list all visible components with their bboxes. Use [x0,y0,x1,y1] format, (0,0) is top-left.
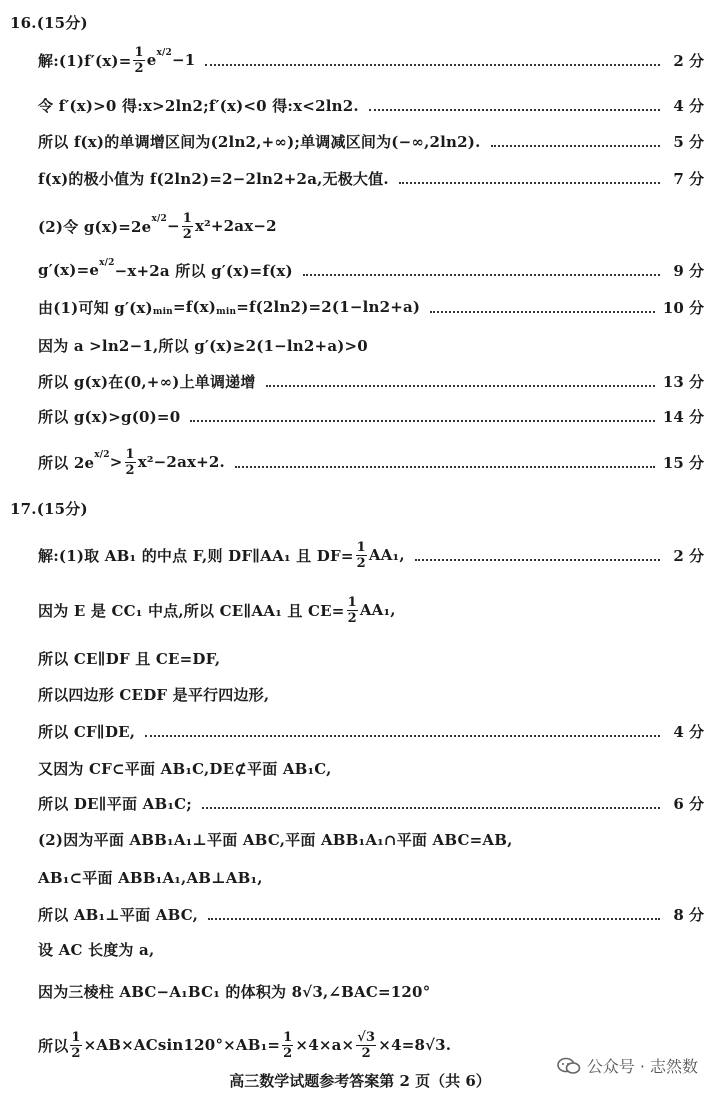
q16-line-2 [0,85,720,125]
line-text: 又因为 CF⊂平面 AB₁C,DE⊄平面 AB₁C, [38,759,332,778]
line-content [38,442,225,482]
q17-line-4 [0,674,720,714]
line-text: AB₁⊂平面 ABB₁A₁,AB⊥AB₁, [38,868,263,887]
line-content [38,325,368,365]
dotted-leader [208,918,660,920]
line-text: 所以 f(x)的单调增区间为(2ln2,+∞);单调减区间为(−∞,2ln2). [38,132,481,151]
score: 13 分 [662,372,704,391]
numerator: 1 [125,446,135,462]
q16-line-9 [0,361,720,401]
denominator: 2 [283,1045,293,1061]
score: 2 分 [673,546,704,565]
numerator: 1 [347,594,357,610]
q16-line-8 [0,325,720,365]
q17-line-10 [0,894,720,934]
denominator: 2 [347,610,357,626]
line-text: 所以 g(x)在(0,+∞)上单调递增 [38,372,256,391]
superscript: x/2 [151,214,167,224]
line-text: e [146,51,157,69]
score: 6 分 [673,794,704,813]
q17-heading: 17.(15分) [10,499,88,518]
q16-heading: 16.(15分) [10,13,88,32]
dotted-leader [491,145,660,147]
superscript: x/2 [99,258,115,268]
line-text: 所以 [38,1036,69,1055]
fraction [347,596,358,625]
denominator: 2 [125,462,135,478]
score: 2 分 [673,51,704,70]
q16-line-1 [0,40,720,80]
line-text: 令 f′(x)>0 得:x>2ln2;f′(x)<0 得:x<2ln2. [38,96,359,115]
line-content [38,1025,451,1065]
numerator: 1 [182,210,192,226]
line-content [38,121,481,161]
line-text: 所以四边形 CEDF 是平行四边形, [38,685,270,704]
dotted-leader [205,64,660,66]
q16-line-10 [0,396,720,436]
fraction [70,1031,81,1060]
subscript: min [216,307,237,317]
score: 14 分 [662,407,704,426]
q16-line-7 [0,287,720,327]
fraction [125,448,136,477]
fraction [356,541,367,570]
q16-line-4 [0,158,720,198]
line-content [38,783,192,823]
line-text: − [166,217,180,235]
line-text: ×AB×ACsin120°×AB₁= [83,1036,281,1054]
score: 15 分 [662,453,704,472]
line-text: −x+2a 所以 g′(x)=f(x) [114,261,293,280]
line-text: f(x)的极小值为 f(2ln2)=2−2ln2+2a,无极大值. [38,169,389,188]
line-text: 因为三棱柱 ABC−A₁BC₁ 的体积为 8√3,∠BAC=120° [38,982,431,1001]
line-content [38,857,263,897]
numerator: 1 [71,1029,81,1045]
line-text: ×4×a× [295,1036,355,1054]
dotted-leader [415,559,660,561]
line-text: 因为 E 是 CC₁ 中点,所以 CE∥AA₁ 且 CE= [38,601,345,620]
line-content [38,819,513,859]
fraction [356,1031,376,1060]
line-content [38,638,220,678]
dotted-leader [303,274,660,276]
fraction [282,1031,293,1060]
numerator: 1 [283,1029,293,1045]
line-content [38,711,135,751]
score: 9 分 [673,261,704,280]
numerator: √3 [357,1029,376,1045]
dotted-leader [235,466,655,468]
line-text: =f(x) [172,298,217,316]
q17-line-5 [0,711,720,751]
superscript: x/2 [156,48,172,58]
line-text: AA₁, [359,601,396,619]
line-text: =f(2ln2)=2(1−ln2+a) [236,298,421,316]
line-content [38,250,293,290]
watermark-text: 公众号 · 志然数 [586,1057,698,1076]
q17-heading-row [0,488,720,528]
line-content [38,85,359,125]
q16-heading-row [0,2,720,42]
line-text: x²−2ax+2. [137,453,225,471]
denominator: 2 [361,1045,371,1061]
line-content [38,361,256,401]
score: 5 分 [673,132,704,151]
score: 10 分 [662,298,704,317]
dotted-leader [190,420,655,422]
q17-line-11 [0,929,720,969]
numerator: 1 [356,539,366,555]
line-content [38,748,332,788]
line-content [38,674,269,714]
q17-line-12 [0,971,720,1011]
denominator: 2 [71,1045,81,1061]
line-content [38,590,396,630]
score: 4 分 [673,722,704,741]
line-text: (2)令 g(x)=2e [38,217,152,236]
denominator: 2 [356,555,366,571]
q17-line-8 [0,819,720,859]
line-text: 所以 g(x)>g(0)=0 [38,407,181,426]
line-text: (2)因为平面 ABB₁A₁⊥平面 ABC,平面 ABB₁A₁∩平面 ABC=AB, [38,830,513,849]
dotted-leader [399,182,660,184]
line-content [38,206,277,246]
q17-line-1 [0,535,720,575]
superscript: x/2 [94,450,110,460]
fraction [133,46,144,75]
fraction [182,212,193,241]
q17-line-9 [0,857,720,897]
q17-line-3 [0,638,720,678]
denominator: 2 [182,226,192,242]
numerator: 1 [134,44,144,60]
line-text: > [109,453,123,471]
dotted-leader [202,807,660,809]
line-content [38,894,198,934]
q17-line-6 [0,748,720,788]
line-text: 所以 DE∥平面 AB₁C; [38,794,192,813]
q17-line-7 [0,783,720,823]
subscript: min [152,307,173,317]
q17-line-2 [0,590,720,630]
dotted-leader [266,385,655,387]
line-text: g′(x)=e [38,261,100,279]
line-text: 设 AC 长度为 a, [38,940,155,959]
line-text: 解:(1)取 AB₁ 的中点 F,则 DF∥AA₁ 且 DF= [38,546,354,565]
page-footer: 高三数学试题参考答案第 2 页（共 6） [229,1072,491,1090]
q16-line-11 [0,442,720,482]
dotted-leader [145,735,660,737]
line-content [38,929,154,969]
line-text: AA₁, [368,546,405,564]
q16-line-5 [0,206,720,246]
line-text: 所以 2e [38,453,95,472]
line-text: 因为 a >ln2−1,所以 g′(x)≥2(1−ln2+a)>0 [38,336,368,355]
line-text: 由(1)可知 g′(x) [38,298,153,317]
line-text: ×4=8√3. [378,1036,452,1054]
line-text: −1 [172,51,196,69]
denominator: 2 [134,60,144,76]
line-content [38,971,430,1011]
line-content [38,158,389,198]
q16-line-3 [0,121,720,161]
score: 4 分 [673,96,704,115]
q16-line-6 [0,250,720,290]
line-content [38,40,195,80]
line-text: 解:(1)f′(x)= [38,51,132,70]
line-text: 所以 AB₁⊥平面 ABC, [38,905,199,924]
line-content [38,535,405,575]
line-content [38,287,420,327]
line-text: 所以 CE∥DF 且 CE=DF, [38,649,221,668]
line-content [38,396,180,436]
score: 7 分 [673,169,704,188]
line-text: x²+2ax−2 [194,217,277,235]
score: 8 分 [673,905,704,924]
dotted-leader [369,109,660,111]
line-text: 所以 CF∥DE, [38,722,136,741]
dotted-leader [430,311,655,313]
